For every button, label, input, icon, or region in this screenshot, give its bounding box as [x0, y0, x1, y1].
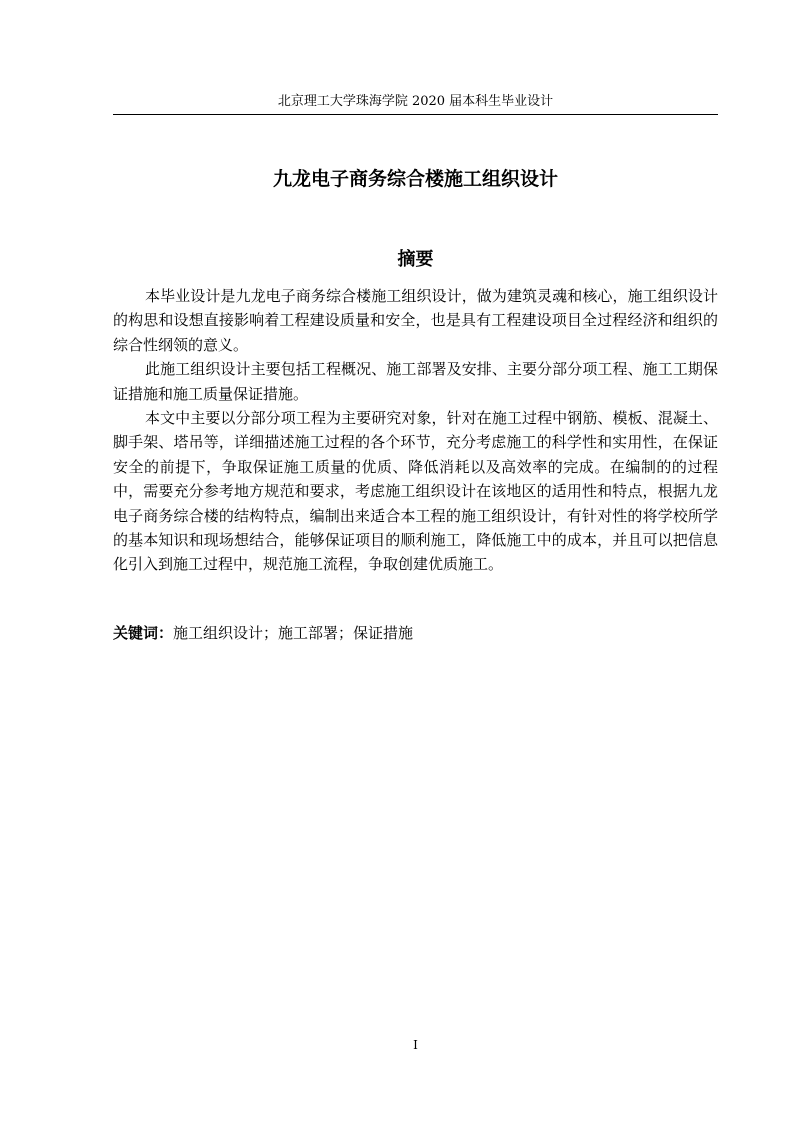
abstract-paragraph: 本文中主要以分部分项工程为主要研究对象，针对在施工过程中钢筋、模板、混凝土、脚手架、塔吊等，详细描述施工过程的各个环节，充分考虑施工的科学性和实用性，在保证安全的前提下，争取保证施工质量的优质、降低消耗以及高效率的完成。在编制的的过程中，需要充分参考地方规范和要求，考虑施工组织设计在该地区的适用性和特点，根据九龙电子商务综合楼的结构特点，编制出来适合本工程的施工组织设计，有针对性的将学校所学的基本知识和现场想结合，能够保证项目的顺利施工，降低施工中的成本，并且可以把信息化引入到施工过程中，规范施工流程，争取创建优质施工。	[113, 409, 718, 574]
keywords-label: 关键词：	[113, 624, 174, 642]
keywords-text: 施工组织设计；施工部署；保证措施	[173, 624, 414, 642]
keywords-line	[113, 622, 718, 644]
running-header: 北京理工大学珠海学院 2020 届本科生毕业设计	[277, 94, 554, 109]
page-number: I	[413, 1038, 418, 1052]
abstract-body	[113, 284, 718, 577]
abstract-paragraph: 此施工组织设计主要包括工程概况、施工部署及安排、主要分部分项工程、施工工期保证措施和施工质量保证措施。	[113, 360, 718, 403]
abstract-paragraph: 本毕业设计是九龙电子商务综合楼施工组织设计，做为建筑灵魂和核心，施工组织设计的构思和设想直接影响着工程建设质量和安全，也是具有工程建设项目全过程经济和组织的综合性纲领的意义。	[113, 287, 718, 354]
document-title: 九龙电子商务综合楼施工组织设计	[272, 168, 558, 190]
abstract-heading: 摘要	[397, 249, 434, 270]
header-divider	[113, 114, 718, 115]
